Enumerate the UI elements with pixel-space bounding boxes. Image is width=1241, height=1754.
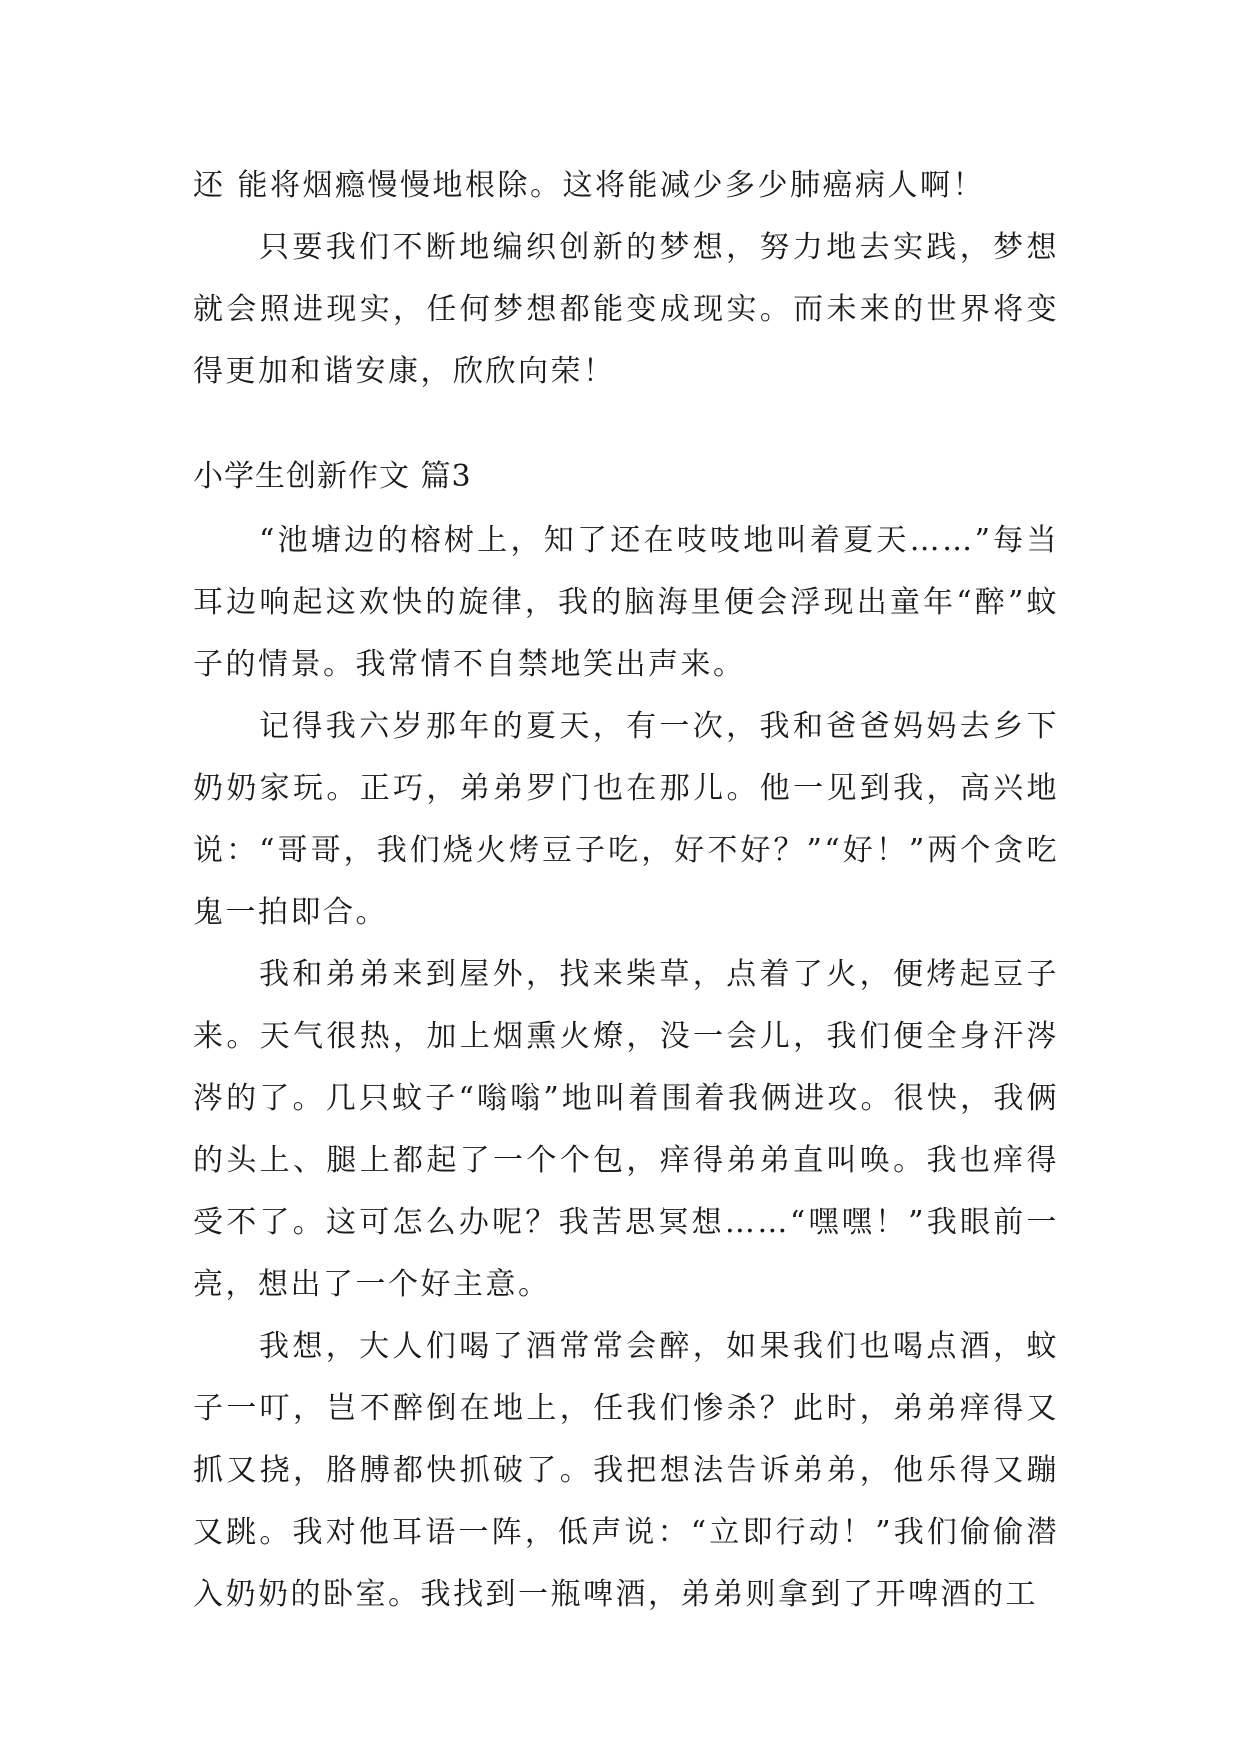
continuation-paragraph: 还 能将烟瘾慢慢地根除。这将能减少多少肺癌病人啊！ [193, 168, 986, 203]
essay-section [193, 446, 1059, 1626]
previous-essay-ending [193, 155, 1059, 403]
essay-paragraph: “池塘边的榕树上，知了还在吱吱地叫着夏天……”每当耳边响起这欢快的旋律，我的脑海里便会浮现出童年“醉”蚊子的情景。我常情不自禁地笑出声来。 [193, 523, 1059, 682]
essay-paragraph: 我想，大人们喝了酒常常会醉，如果我们也喝点酒，蚊子一叮，岂不醉倒在地上，任我们惨杀？此时，弟弟痒得又抓又挠，胳膊都快抓破了。我把想法告诉弟弟，他乐得又蹦又跳。我对他耳语一阵，低声说：“立即行动！”我们偷偷潜入奶奶的卧室。我找到一瓶啤酒，弟弟则拿到了开啤酒的工 [193, 1329, 1059, 1612]
section-title: 小学生创新作文 篇3 [193, 459, 472, 494]
closing-paragraph: 只要我们不断地编织创新的梦想，努力地去实践，梦想就会照进现实，任何梦想都能变成现实。而未来的世界将变得更加和谐安康，欣欣向荣！ [193, 230, 1059, 389]
essay-paragraph: 记得我六岁那年的夏天，有一次，我和爸爸妈妈去乡下奶奶家玩。正巧，弟弟罗门也在那儿。他一见到我，高兴地说：“哥哥，我们烧火烤豆子吃，好不好？”“好！”两个贪吃鬼一拍即合。 [193, 709, 1059, 930]
essay-paragraph: 我和弟弟来到屋外，找来柴草，点着了火，便烤起豆子来。天气很热，加上烟熏火燎，没一会儿，我们便全身汗涔涔的了。几只蚊子“嗡嗡”地叫着围着我俩进攻。很快，我俩的头上、腿上都起了一个个包，痒得弟弟直叫唤。我也痒得受不了。这可怎么办呢？我苦思冥想……“嘿嘿！”我眼前一亮，想出了一个好主意。 [193, 957, 1059, 1302]
